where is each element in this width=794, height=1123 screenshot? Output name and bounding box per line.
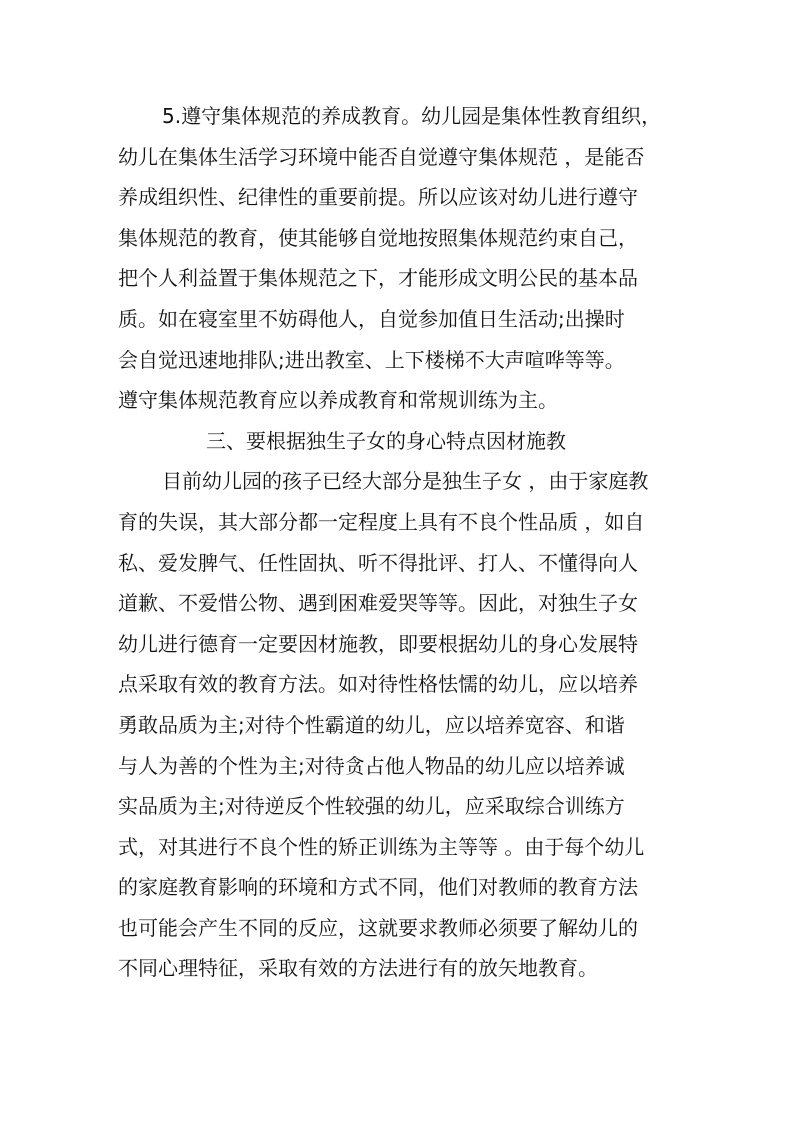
section5-line-8: 遵守集体规范教育应以养成教育和常规训练为主。 [118,388,558,413]
section5-line-1: 5.遵守集体规范的养成教育。幼儿园是集体性教育组织， [162,104,662,128]
section5-line-6: 质。如在寝室里不妨碍他人，自觉参加值日生活动;出操时 [118,306,625,331]
section5-line-5: 把个人利益置于集体规范之下，才能形成文明公民的基本品 [118,266,638,291]
section5-line-4: 集体规范的教育，使其能够自觉地按照集体规范约束自己， [118,225,638,250]
section5-line-3: 养成组织性、纪律性的重要前提。所以应该对幼儿进行遵守 [118,185,638,210]
section-heading-3: 三、要根据独生子女的身心特点因材施教 [206,428,566,453]
section3-line-7: 勇敢品质为主;对待个性霸道的幼儿，应以培养宽容、和谐 [118,712,625,737]
section3-line-3: 私、爱发脾气、任性固执、听不得批评、打人、不懂得向人 [118,550,638,575]
section5-line-7: 会自觉迅速地排队;进出教室、上下楼梯不大声喧哗等等。 [118,347,625,372]
section3-line-5: 幼儿进行德育一定要因材施教，即要根据幼儿的身心发展特 [118,631,638,656]
section3-line-11: 的家庭教育影响的环境和方式不同，他们对教师的教育方法 [118,875,638,900]
section3-line-9: 实品质为主;对待逆反个性较强的幼儿，应采取综合训练方 [118,794,625,819]
section3-line-1: 目前幼儿园的孩子已经大部分是独生子女 ，由于家庭教 [162,469,649,494]
section5-line-2: 幼儿在集体生活学习环境中能否自觉遵守集体规范 ，是能否 [118,144,645,169]
section3-line-2: 育的失误，其大部分都一定程度上具有不良个性品质 ，如自 [118,509,645,534]
section3-line-6: 点采取有效的教育方法。如对待性格怯懦的幼儿，应以培养 [118,672,638,697]
body-text [118,96,698,989]
section3-line-4: 道歉、不爱惜公物、遇到困难爱哭等等。因此，对独生子女 [118,591,638,616]
section3-line-12: 也可能会产生不同的反应，这就要求教师必须要了解幼儿的 [118,915,638,940]
section3-line-10: 式，对其进行不良个性的矫正训练为主等等 。由于每个幼儿 [118,834,645,859]
section3-line-13: 不同心理特征，采取有效的方法进行有的放矢地教育。 [118,956,598,981]
section3-line-8: 与人为善的个性为主;对待贪占他人物品的幼儿应以培养诚 [118,753,625,778]
